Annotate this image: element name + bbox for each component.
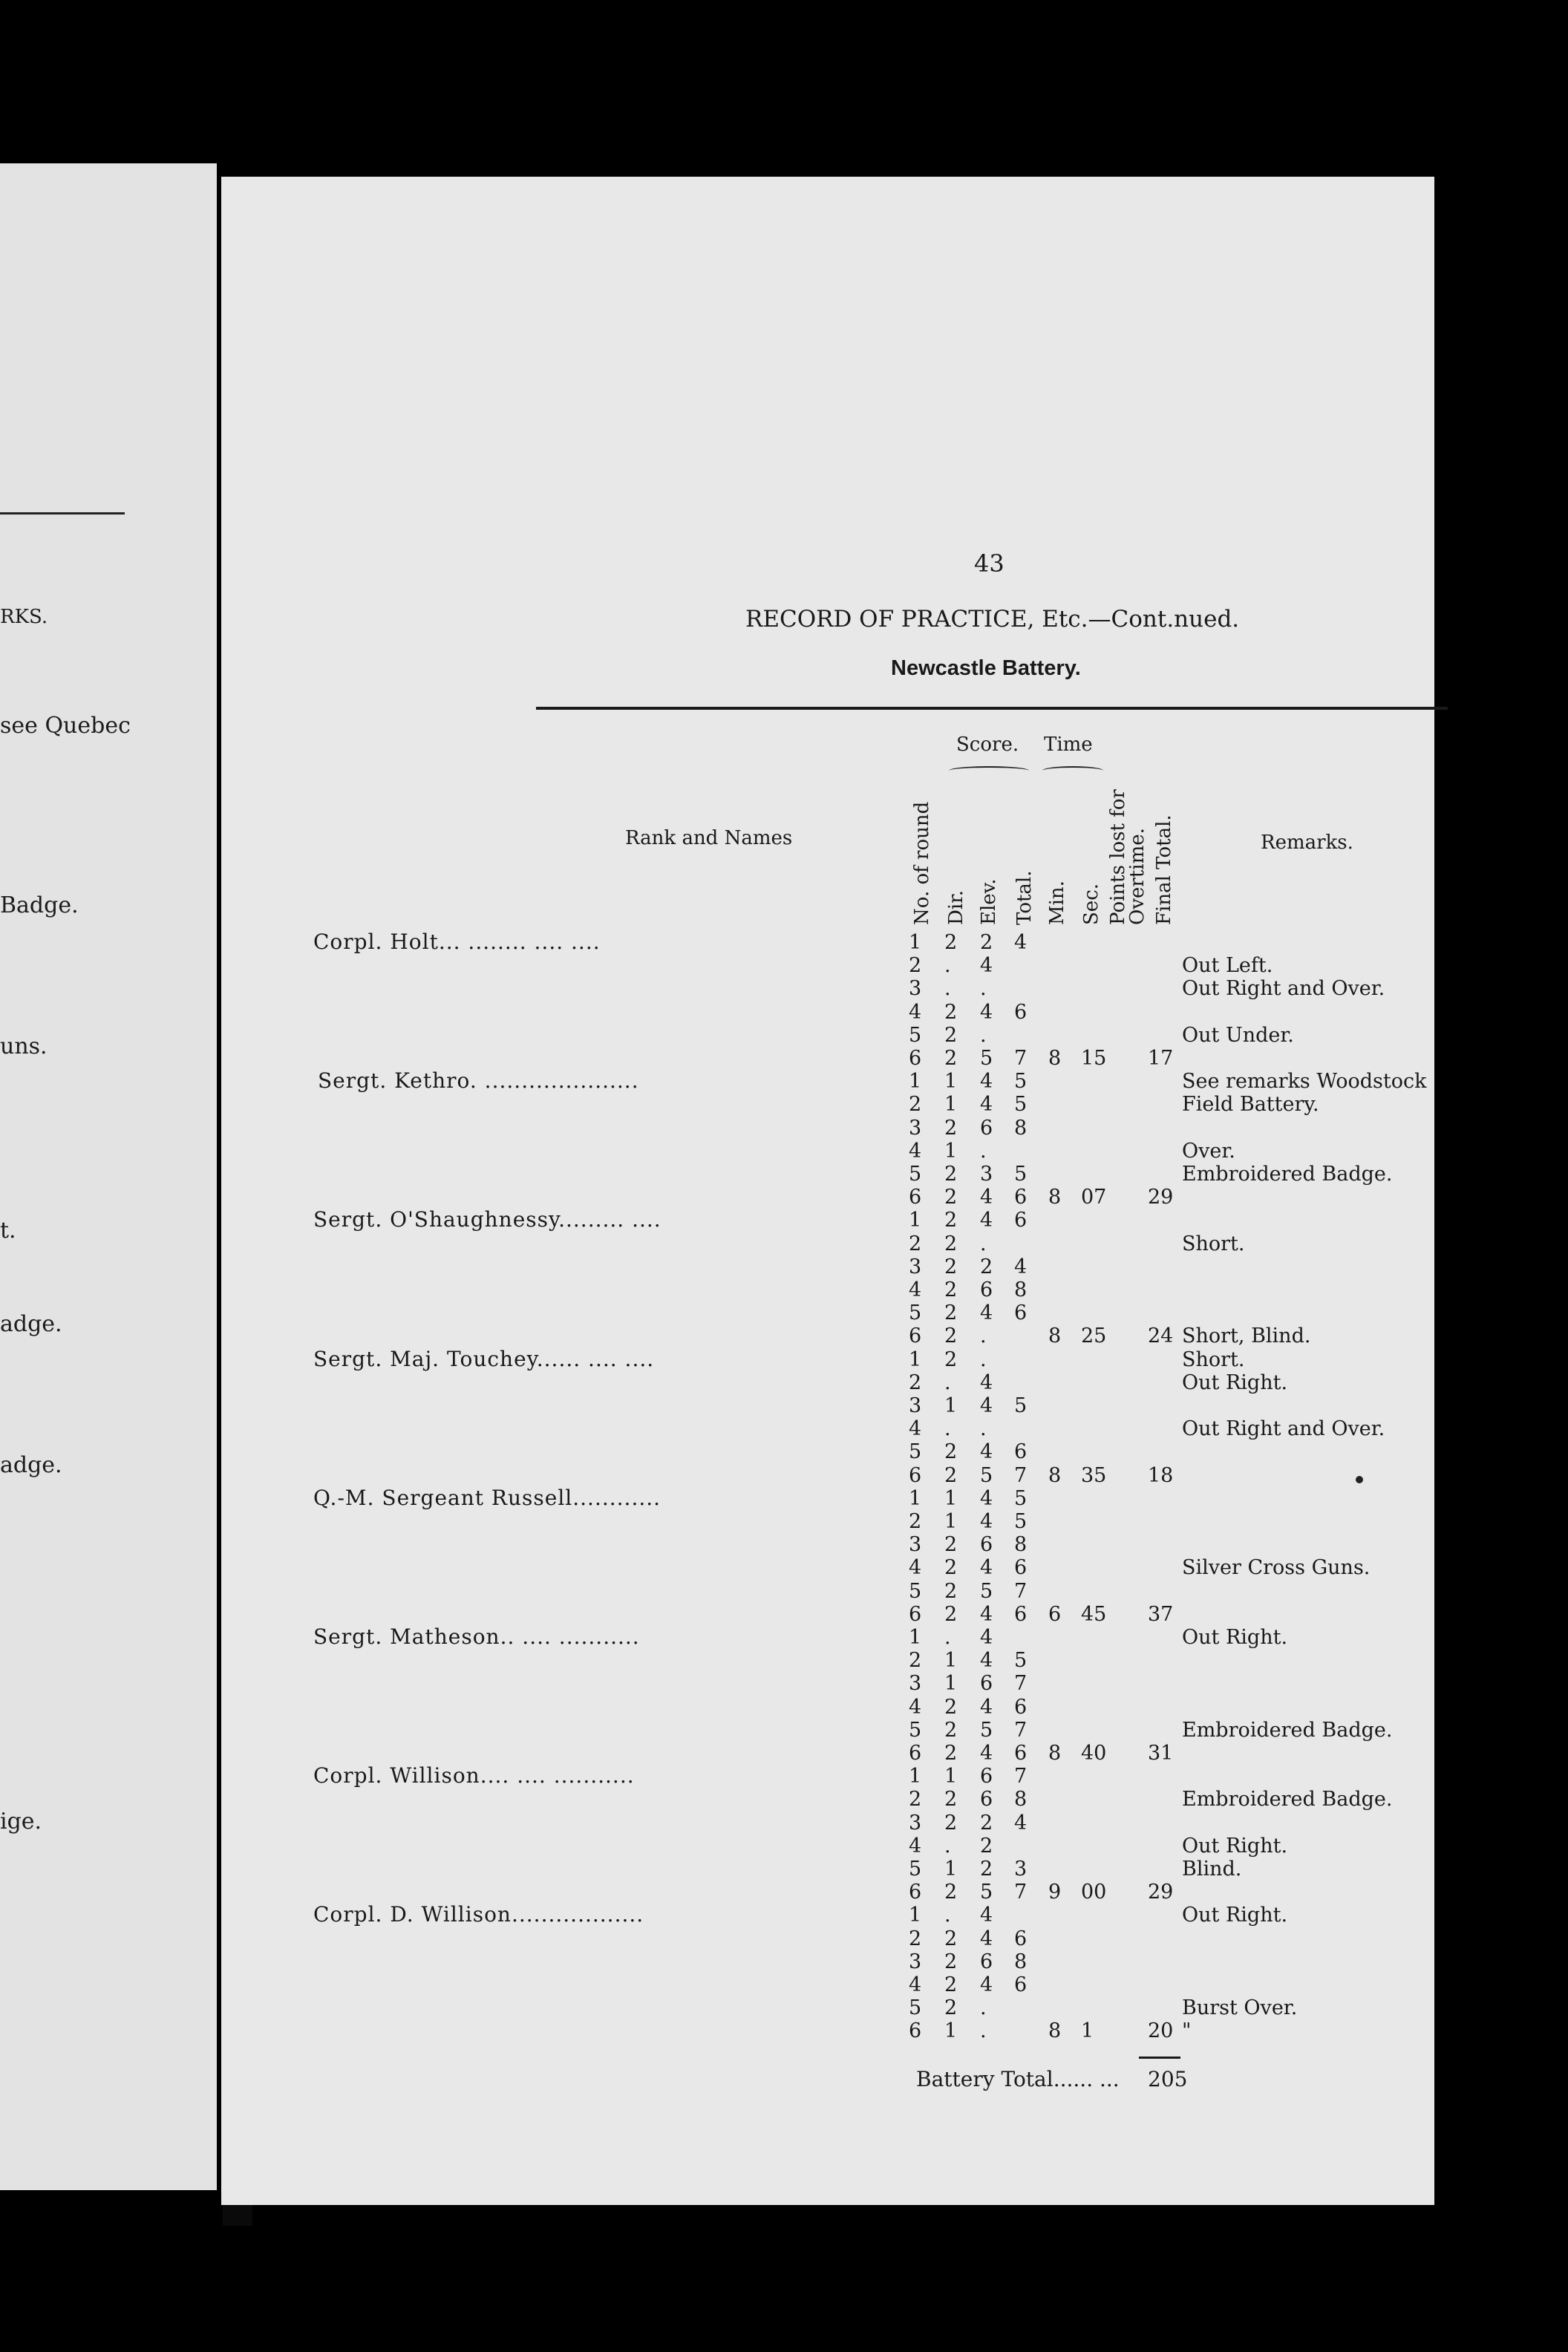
cell-dir: . xyxy=(944,1371,951,1394)
left-fragment: RKS. xyxy=(0,606,48,628)
cell-elev: 4 xyxy=(980,1742,993,1765)
col-points-lost-header: Points lost for xyxy=(1107,789,1129,925)
col-final-header: Final Total. xyxy=(1153,814,1175,925)
cell-elev: 2 xyxy=(980,1858,993,1881)
cell-round: 3 xyxy=(909,1394,922,1417)
cell-total: 8 xyxy=(1014,1278,1028,1301)
cell-elev: . xyxy=(980,1232,987,1255)
cell-remark: Short, Blind. xyxy=(1182,1324,1311,1348)
cell-round: 5 xyxy=(909,1718,922,1742)
cell-round: 2 xyxy=(909,1649,922,1673)
col-round-header: No. of round xyxy=(911,801,933,925)
cell-round: 1 xyxy=(909,1348,922,1371)
cell-dir: 2 xyxy=(944,1811,958,1835)
cell-total: 7 xyxy=(1014,1579,1028,1603)
cell-dir: 2 xyxy=(944,1602,958,1626)
cell-total: 8 xyxy=(1014,1950,1028,1973)
cell-min: 8 xyxy=(1048,2019,1062,2043)
cell-dir: . xyxy=(944,954,951,978)
cell-final: 29 xyxy=(1148,1881,1174,1904)
cell-round: 6 xyxy=(909,2019,922,2043)
cell-dir: 2 xyxy=(944,1163,958,1186)
cell-dir: 2 xyxy=(944,1950,958,1973)
header-rule xyxy=(536,707,1448,710)
cell-round: 1 xyxy=(909,1486,922,1510)
left-fragment: uns. xyxy=(0,1033,48,1059)
cell-sec: 1 xyxy=(1081,2019,1094,2043)
cell-dir: 1 xyxy=(944,1394,958,1417)
cell-elev: 4 xyxy=(980,1626,993,1649)
cell-elev: 3 xyxy=(980,1163,993,1186)
col-elev-header: Elev. xyxy=(978,878,1000,925)
cell-round: 4 xyxy=(909,1139,922,1163)
cell-elev: 6 xyxy=(980,1116,993,1140)
cell-min: 8 xyxy=(1048,1186,1062,1209)
cell-elev: 4 xyxy=(980,1927,993,1950)
cell-dir: . xyxy=(944,977,951,1001)
cell-elev: 6 xyxy=(980,1533,993,1557)
cell-elev: 6 xyxy=(980,1788,993,1812)
cell-dir: 2 xyxy=(944,1973,958,1996)
time-group-label: Time xyxy=(1044,734,1093,756)
cell-elev: 4 xyxy=(980,1556,993,1580)
cell-round: 3 xyxy=(909,1255,922,1278)
cell-dir: 2 xyxy=(944,1255,958,1278)
cell-round: 1 xyxy=(909,931,922,954)
cell-elev: 4 xyxy=(980,1486,993,1510)
cell-total: 6 xyxy=(1014,1000,1028,1024)
cell-remark: Short. xyxy=(1182,1232,1245,1255)
cell-total: 3 xyxy=(1014,1858,1028,1881)
soldier-name: Sergt. O'Shaughnessy......... .... xyxy=(313,1207,662,1232)
cell-total: 7 xyxy=(1014,1881,1028,1904)
remarks-header: Remarks. xyxy=(1261,832,1353,854)
cell-dir: 1 xyxy=(944,1858,958,1881)
cell-remark: Out Left. xyxy=(1182,954,1273,978)
cell-dir: 2 xyxy=(944,1301,958,1325)
cell-dir: . xyxy=(944,1626,951,1649)
cell-dir: 2 xyxy=(944,931,958,954)
cell-total: 7 xyxy=(1014,1463,1028,1487)
cell-elev: 6 xyxy=(980,1672,993,1696)
cell-elev: . xyxy=(980,1996,987,2020)
cell-dir: 2 xyxy=(944,1788,958,1812)
cell-total: 5 xyxy=(1014,1394,1028,1417)
cell-elev: . xyxy=(980,1023,987,1047)
left-fragment: see Quebec xyxy=(0,713,131,739)
cell-elev: 4 xyxy=(980,1695,993,1719)
cell-elev: 5 xyxy=(980,1579,993,1603)
cell-total: 6 xyxy=(1014,1602,1028,1626)
cell-elev: 6 xyxy=(980,1950,993,1973)
ink-speck xyxy=(1356,1476,1363,1483)
cell-round: 2 xyxy=(909,1927,922,1950)
cell-dir: 1 xyxy=(944,1649,958,1673)
battery-total-value: 205 xyxy=(1148,2067,1188,2091)
cell-min: 6 xyxy=(1048,1602,1062,1626)
cell-remark: Burst Over. xyxy=(1182,1996,1298,2020)
cell-round: 5 xyxy=(909,1440,922,1464)
cell-round: 4 xyxy=(909,1834,922,1858)
cell-remark: Blind. xyxy=(1182,1858,1242,1881)
soldier-name: Corpl. Willison.... .... ........... xyxy=(313,1763,635,1788)
cell-total: 8 xyxy=(1014,1116,1028,1140)
cell-remark: Out Right. xyxy=(1182,1904,1288,1927)
cell-round: 5 xyxy=(909,1579,922,1603)
cell-round: 2 xyxy=(909,1788,922,1812)
cell-round: 2 xyxy=(909,1510,922,1533)
cell-round: 6 xyxy=(909,1324,922,1348)
cell-round: 4 xyxy=(909,1973,922,1996)
cell-total: 6 xyxy=(1014,1973,1028,1996)
cell-dir: 2 xyxy=(944,1695,958,1719)
cell-dir: 1 xyxy=(944,1093,958,1117)
cell-remark: Field Battery. xyxy=(1182,1093,1319,1117)
cell-total: 6 xyxy=(1014,1927,1028,1950)
cell-remark: Out Right and Over. xyxy=(1182,977,1385,1001)
cell-total: 5 xyxy=(1014,1486,1028,1510)
cell-total: 6 xyxy=(1014,1695,1028,1719)
soldier-name: Corpl. Holt... ........ .... .... xyxy=(313,930,601,954)
cell-total: 5 xyxy=(1014,1649,1028,1673)
left-fragment: Badge. xyxy=(0,892,79,918)
cell-dir: 2 xyxy=(944,1023,958,1047)
cell-round: 6 xyxy=(909,1602,922,1626)
cell-remark: Out Right. xyxy=(1182,1626,1288,1649)
cell-total: 6 xyxy=(1014,1440,1028,1464)
score-group-label: Score. xyxy=(956,734,1019,756)
cell-final: 20 xyxy=(1148,2019,1174,2043)
cell-round: 3 xyxy=(909,1672,922,1696)
cell-final: 17 xyxy=(1148,1047,1174,1070)
cell-sec: 45 xyxy=(1081,1602,1107,1626)
cell-round: 5 xyxy=(909,1163,922,1186)
cell-dir: 1 xyxy=(944,1486,958,1510)
cell-elev: 4 xyxy=(980,1973,993,1996)
col-dir-header: Dir. xyxy=(945,890,967,925)
cell-elev: 4 xyxy=(980,1093,993,1117)
battery-subtitle: Newcastle Battery. xyxy=(891,656,1081,680)
total-rule xyxy=(1139,2057,1180,2059)
cell-elev: 2 xyxy=(980,1834,993,1858)
cell-round: 5 xyxy=(909,1023,922,1047)
cell-remark: Out Right. xyxy=(1182,1834,1288,1858)
cell-elev: 4 xyxy=(980,1371,993,1394)
cell-total: 6 xyxy=(1014,1742,1028,1765)
soldier-name: Sergt. Kethro. ..................... xyxy=(318,1068,639,1094)
cell-sec: 40 xyxy=(1081,1742,1107,1765)
cell-round: 5 xyxy=(909,1301,922,1325)
cell-min: 9 xyxy=(1048,1881,1062,1904)
cell-sec: 07 xyxy=(1081,1186,1107,1209)
page xyxy=(221,177,1434,2205)
cell-total: 4 xyxy=(1014,931,1028,954)
cell-sec: 35 xyxy=(1081,1463,1107,1487)
cell-elev: 4 xyxy=(980,1301,993,1325)
cell-elev: 4 xyxy=(980,954,993,978)
cell-elev: 4 xyxy=(980,1186,993,1209)
cell-total: 5 xyxy=(1014,1510,1028,1533)
cell-elev: 6 xyxy=(980,1765,993,1788)
cell-dir: 2 xyxy=(944,1278,958,1301)
cell-round: 2 xyxy=(909,1232,922,1255)
cell-remark: " xyxy=(1182,2019,1192,2043)
cell-elev: 4 xyxy=(980,1209,993,1232)
cell-remark: Embroidered Badge. xyxy=(1182,1163,1393,1186)
left-fragment: ige. xyxy=(0,1809,42,1835)
cell-total: 5 xyxy=(1014,1070,1028,1094)
cell-round: 3 xyxy=(909,1811,922,1835)
cell-dir: 2 xyxy=(944,1927,958,1950)
cell-sec: 15 xyxy=(1081,1047,1107,1070)
col-min-header: Min. xyxy=(1046,881,1068,925)
cell-total: 4 xyxy=(1014,1255,1028,1278)
cell-elev: 4 xyxy=(980,1602,993,1626)
cell-dir: 2 xyxy=(944,1533,958,1557)
cell-dir: 2 xyxy=(944,1742,958,1765)
cell-round: 4 xyxy=(909,1417,922,1441)
cell-round: 4 xyxy=(909,1278,922,1301)
soldier-name: Sergt. Matheson.. .... ........... xyxy=(313,1624,640,1649)
cell-min: 8 xyxy=(1048,1324,1062,1348)
cell-dir: 2 xyxy=(944,1186,958,1209)
left-fragment: adge. xyxy=(0,1311,62,1337)
cell-dir: 1 xyxy=(944,1765,958,1788)
cell-elev: 4 xyxy=(980,1070,993,1094)
cell-round: 4 xyxy=(909,1000,922,1024)
cell-dir: 2 xyxy=(944,1324,958,1348)
cell-round: 4 xyxy=(909,1556,922,1580)
cell-round: 2 xyxy=(909,954,922,978)
cell-round: 1 xyxy=(909,1626,922,1649)
cell-elev: . xyxy=(980,2019,987,2043)
cell-remark: Embroidered Badge. xyxy=(1182,1788,1393,1812)
cell-round: 3 xyxy=(909,977,922,1001)
score-brace xyxy=(949,766,1029,775)
cell-dir: . xyxy=(944,1417,951,1441)
col-sec-header: Sec. xyxy=(1080,883,1102,925)
cell-round: 3 xyxy=(909,1116,922,1140)
cell-final: 18 xyxy=(1148,1463,1174,1487)
cell-min: 8 xyxy=(1048,1742,1062,1765)
cell-dir: 2 xyxy=(944,1579,958,1603)
cell-dir: 2 xyxy=(944,1232,958,1255)
cell-elev: 2 xyxy=(980,931,993,954)
cell-total: 5 xyxy=(1014,1093,1028,1117)
cell-total: 7 xyxy=(1014,1718,1028,1742)
cell-remark: Out Right and Over. xyxy=(1182,1417,1385,1441)
cell-total: 7 xyxy=(1014,1047,1028,1070)
cell-round: 5 xyxy=(909,1996,922,2020)
cell-final: 37 xyxy=(1148,1602,1174,1626)
cell-sec: 25 xyxy=(1081,1324,1107,1348)
cell-round: 1 xyxy=(909,1070,922,1094)
cell-remark: Over. xyxy=(1182,1139,1235,1163)
cell-dir: 2 xyxy=(944,1996,958,2020)
cell-elev: 2 xyxy=(980,1811,993,1835)
col-points-lost-header-2: Overtime. xyxy=(1126,828,1149,925)
cell-dir: 2 xyxy=(944,1116,958,1140)
cell-elev: . xyxy=(980,977,987,1001)
cell-final: 29 xyxy=(1148,1186,1174,1209)
cell-dir: 2 xyxy=(944,1440,958,1464)
cell-total: 6 xyxy=(1014,1209,1028,1232)
cell-total: 6 xyxy=(1014,1186,1028,1209)
cell-round: 1 xyxy=(909,1209,922,1232)
cell-dir: 2 xyxy=(944,1000,958,1024)
cell-elev: 5 xyxy=(980,1718,993,1742)
cell-dir: 1 xyxy=(944,1672,958,1696)
cell-remark: Silver Cross Guns. xyxy=(1182,1556,1371,1580)
cell-remark: Out Right. xyxy=(1182,1371,1288,1394)
cell-elev: 4 xyxy=(980,1440,993,1464)
left-fragment: adge. xyxy=(0,1452,62,1478)
cell-dir: 1 xyxy=(944,1070,958,1094)
soldier-name: Corpl. D. Willison.................. xyxy=(313,1902,644,1927)
cell-elev: 5 xyxy=(980,1047,993,1070)
cell-dir: 1 xyxy=(944,1139,958,1163)
page-number: 43 xyxy=(974,549,1004,578)
cell-dir: 1 xyxy=(944,2019,958,2043)
cell-total: 6 xyxy=(1014,1556,1028,1580)
page-title: RECORD OF PRACTICE, Etc.—Cont.nued. xyxy=(745,606,1240,633)
cell-final: 24 xyxy=(1148,1324,1174,1348)
cell-round: 3 xyxy=(909,1950,922,1973)
soldier-name: Sergt. Maj. Touchey...... .... .... xyxy=(313,1346,655,1371)
cell-sec: 00 xyxy=(1081,1881,1107,1904)
cell-round: 6 xyxy=(909,1186,922,1209)
cell-dir: 1 xyxy=(944,1510,958,1533)
cell-dir: 2 xyxy=(944,1881,958,1904)
cell-total: 4 xyxy=(1014,1811,1028,1835)
cell-remark: See remarks Woodstock xyxy=(1182,1070,1427,1094)
cell-elev: 2 xyxy=(980,1255,993,1278)
cell-remark: Embroidered Badge. xyxy=(1182,1718,1393,1742)
cell-remark: Short. xyxy=(1182,1348,1245,1371)
cell-dir: 2 xyxy=(944,1718,958,1742)
cell-elev: . xyxy=(980,1417,987,1441)
cell-round: 3 xyxy=(909,1533,922,1557)
col-total-header: Total. xyxy=(1013,870,1036,925)
cell-total: 6 xyxy=(1014,1301,1028,1325)
cell-total: 7 xyxy=(1014,1765,1028,1788)
cell-round: 1 xyxy=(909,1904,922,1927)
cell-round: 1 xyxy=(909,1765,922,1788)
cell-elev: 5 xyxy=(980,1463,993,1487)
cell-total: 8 xyxy=(1014,1788,1028,1812)
cell-dir: 2 xyxy=(944,1047,958,1070)
cell-remark: Out Under. xyxy=(1182,1023,1294,1047)
cell-round: 6 xyxy=(909,1742,922,1765)
rank-and-names-header: Rank and Names xyxy=(625,827,793,849)
cell-final: 31 xyxy=(1148,1742,1174,1765)
left-page xyxy=(0,163,217,2190)
cell-elev: 4 xyxy=(980,1000,993,1024)
cell-round: 4 xyxy=(909,1695,922,1719)
cell-dir: . xyxy=(944,1834,951,1858)
cell-dir: . xyxy=(944,1904,951,1927)
soldier-name: Q.-M. Sergeant Russell............ xyxy=(313,1485,662,1510)
cell-total: 5 xyxy=(1014,1163,1028,1186)
cell-elev: . xyxy=(980,1324,987,1348)
cell-round: 2 xyxy=(909,1371,922,1394)
cell-elev: . xyxy=(980,1139,987,1163)
cell-dir: 2 xyxy=(944,1556,958,1580)
cell-round: 2 xyxy=(909,1093,922,1117)
cell-min: 8 xyxy=(1048,1463,1062,1487)
cell-dir: 2 xyxy=(944,1209,958,1232)
cell-dir: 2 xyxy=(944,1348,958,1371)
cell-min: 8 xyxy=(1048,1047,1062,1070)
cell-round: 6 xyxy=(909,1881,922,1904)
cell-total: 8 xyxy=(1014,1533,1028,1557)
cell-round: 5 xyxy=(909,1858,922,1881)
left-page-rule xyxy=(0,512,125,514)
cell-dir: 2 xyxy=(944,1463,958,1487)
left-fragment: t. xyxy=(0,1218,16,1244)
cell-total: 7 xyxy=(1014,1672,1028,1696)
cell-round: 6 xyxy=(909,1463,922,1487)
cell-elev: 6 xyxy=(980,1278,993,1301)
cell-elev: 4 xyxy=(980,1394,993,1417)
cell-elev: 4 xyxy=(980,1510,993,1533)
time-brace xyxy=(1042,766,1103,775)
cell-elev: . xyxy=(980,1348,987,1371)
cell-elev: 5 xyxy=(980,1881,993,1904)
cell-elev: 4 xyxy=(980,1904,993,1927)
cell-elev: 4 xyxy=(980,1649,993,1673)
cell-round: 6 xyxy=(909,1047,922,1070)
battery-total-label: Battery Total...... ... xyxy=(916,2067,1120,2091)
